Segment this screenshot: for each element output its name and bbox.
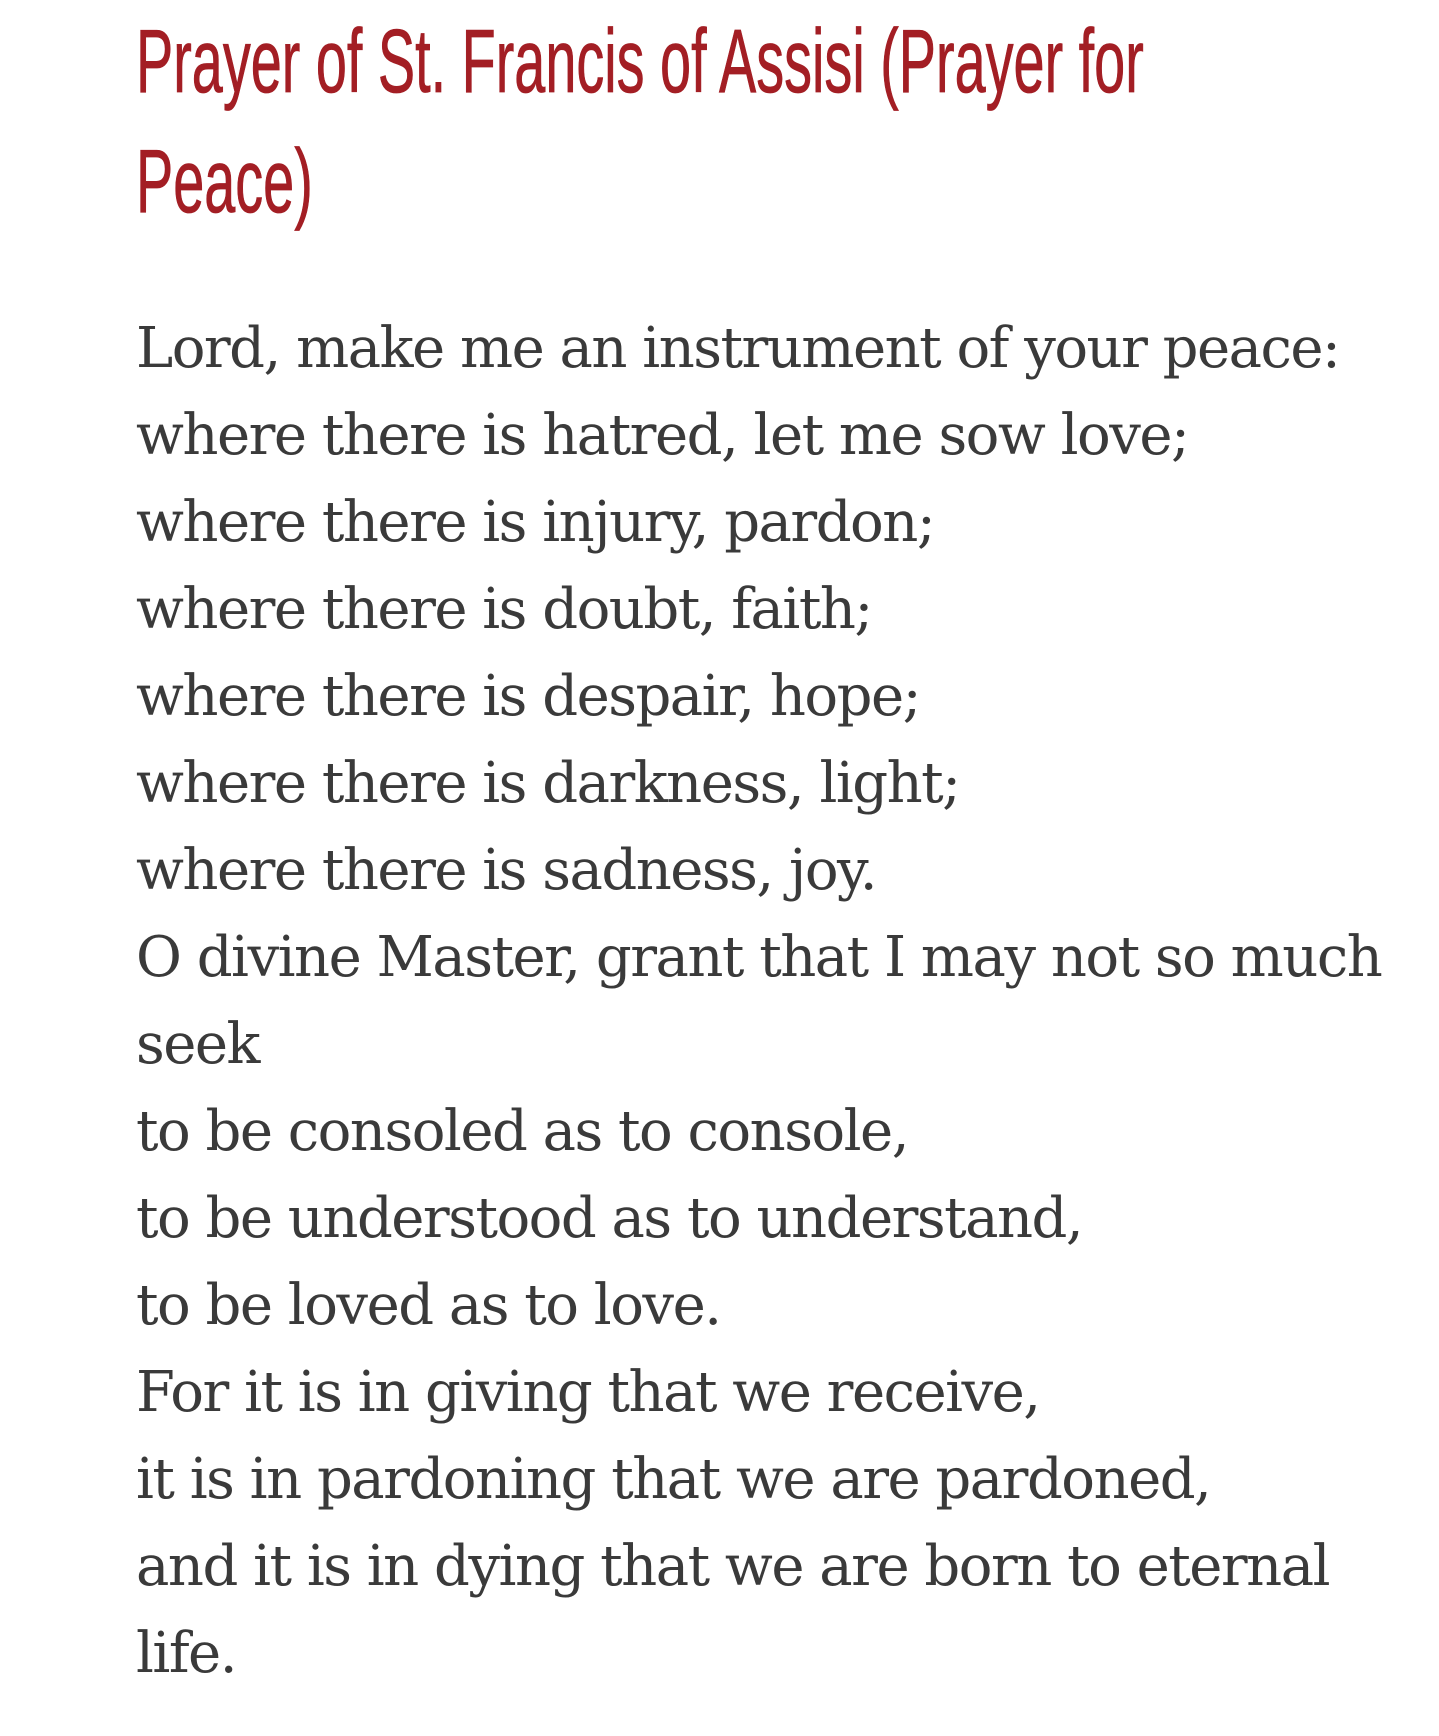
prayer-text	[0, 305, 1439, 1697]
prayer-line: O divine Master, grant that I may not so much	[136, 925, 1382, 990]
prayer-line: to be understood as to understand,	[136, 1186, 1083, 1251]
page-title-line-1: Prayer of St. Francis of Assisi (Prayer for	[136, 12, 1144, 112]
prayer-line: it is in pardoning that we are pardoned,	[136, 1447, 1211, 1512]
page-title-line-2: Peace)	[136, 132, 313, 232]
prayer-line: where there is injury, pardon;	[136, 490, 935, 555]
prayer-line: where there is doubt, faith;	[136, 577, 872, 642]
prayer-line: where there is despair, hope;	[136, 664, 920, 729]
page-title	[136, 2, 1144, 242]
article-header	[0, 0, 1439, 242]
prayer-line: For it is in giving that we receive,	[136, 1360, 1040, 1425]
prayer-line: where there is sadness, joy.	[136, 838, 877, 903]
prayer-line: where there is hatred, let me sow love;	[136, 403, 1189, 468]
prayer-line: seek	[136, 1012, 259, 1077]
prayer-line: to be consoled as to console,	[136, 1099, 908, 1164]
prayer-line: life.	[136, 1621, 236, 1686]
prayer-line: where there is darkness, light;	[136, 751, 960, 816]
prayer-line: to be loved as to love.	[136, 1273, 721, 1338]
prayer-line: Lord, make me an instrument of your peace:	[136, 316, 1340, 381]
prayer-line: and it is in dying that we are born to eternal	[136, 1534, 1330, 1599]
